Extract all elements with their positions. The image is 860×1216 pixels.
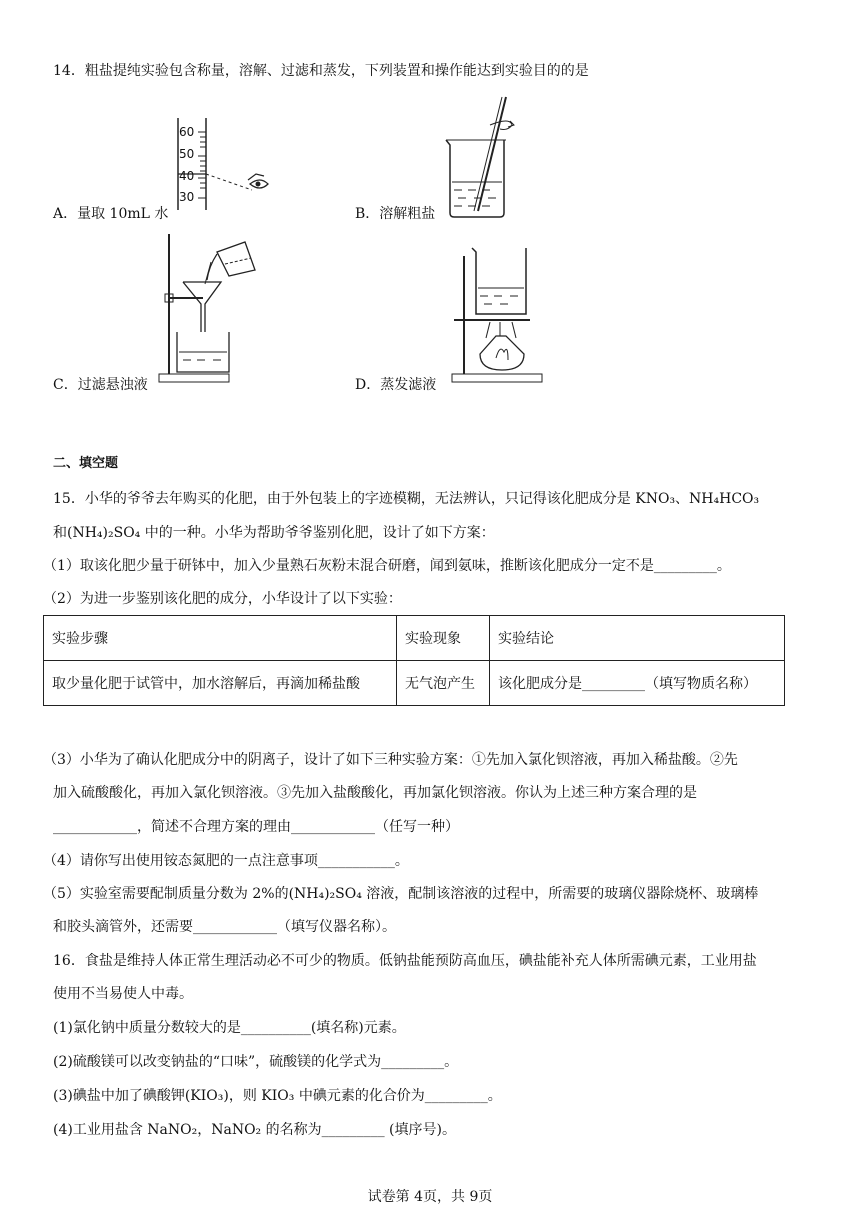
q15-part5-a: （5）实验室需要配制质量分数为 2%的(NH₄)₂SO₄ 溶液，配制该溶液的过程中，所需要的玻璃仪器除烧杯、玻璃棒 xyxy=(43,886,759,902)
q16-part3: (3)碘盐中加了碘酸钾(KIO₃)，则 KIO₃ 中碘元素的化合价为_________。 xyxy=(53,1088,502,1104)
option-c-label: C．过滤悬浊液 xyxy=(53,377,148,393)
evaporation-figure xyxy=(450,218,550,384)
q15-part2: （2）为进一步鉴别该化肥的成分，小华设计了以下实验： xyxy=(43,591,402,607)
table-cell: 取少量化肥于试管中，加水溶解后，再滴加稀盐酸 xyxy=(44,661,397,706)
q15-part1: （1）取该化肥少量于研钵中，加入少量熟石灰粉末混合研磨，闻到氨味，推断该化肥成分一定不是_________。 xyxy=(43,558,731,574)
table-cell: 无气泡产生 xyxy=(397,661,490,706)
tick-60: 60 xyxy=(179,125,195,139)
q15-part3-c: ____________，简述不合理方案的理由____________（任写一种） xyxy=(53,819,459,835)
q15-line1: 15．小华的爷爷去年购买的化肥，由于外包装上的字迹模糊，无法辨认，只记得该化肥成分是 KNO₃、NH₄HCO₃ xyxy=(53,491,760,507)
filtration-figure xyxy=(155,232,265,384)
dissolve-figure xyxy=(440,95,530,220)
tick-50: 50 xyxy=(179,147,195,161)
q16-part4: (4)工业用盐含 NaNO₂，NaNO₂ 的名称为_________ (填序号)。 xyxy=(53,1122,456,1138)
table-header: 实验步骤 xyxy=(44,616,397,661)
tick-40: 40 xyxy=(179,169,195,183)
page-footer: 试卷第 4页，共 9页 xyxy=(367,1189,493,1205)
q14-stem: 14．粗盐提纯实验包含称量，溶解、过滤和蒸发，下列装置和操作能达到实验目的的是 xyxy=(53,63,589,79)
q16-line1: 16．食盐是维持人体正常生理活动必不可少的物质。低钠盐能预防高血压，碘盐能补充人体所需碘元素，工业用盐 xyxy=(53,953,757,969)
option-d-label: D．蒸发滤液 xyxy=(355,377,437,393)
experiment-table xyxy=(43,615,785,706)
q16-part1: (1)氯化钠中质量分数较大的是__________(填名称)元素。 xyxy=(53,1020,406,1036)
option-b-label: B．溶解粗盐 xyxy=(355,206,436,222)
table-cell: 该化肥成分是_________（填写物质名称） xyxy=(490,661,785,706)
q16-part2: (2)硫酸镁可以改变钠盐的“口味”，硫酸镁的化学式为_________。 xyxy=(53,1054,459,1070)
table-header: 实验结论 xyxy=(490,616,785,661)
q15-part3-a: （3）小华为了确认化肥成分中的阴离子，设计了如下三种实验方案：①先加入氯化钡溶液，再加入稀盐酸。②先 xyxy=(43,752,738,768)
q16-line2: 使用不当易使人中毒。 xyxy=(53,986,193,1002)
q15-part4: （4）请你写出使用铵态氮肥的一点注意事项___________。 xyxy=(43,853,409,869)
tick-30: 30 xyxy=(179,190,195,204)
q15-line2: 和(NH₄)₂SO₄ 中的一种。小华为帮助爷爷鉴别化肥，设计了如下方案： xyxy=(53,525,495,541)
table-header-row xyxy=(44,616,785,661)
table-header: 实验现象 xyxy=(397,616,490,661)
section-title: 二、填空题 xyxy=(53,456,119,471)
q15-part3-b: 加入硫酸酸化，再加入氯化钡溶液。③先加入盐酸酸化，再加氯化钡溶液。你认为上述三种方案合理的是 xyxy=(53,785,697,801)
q15-part5-b: 和胶头滴管外，还需要____________（填写仪器名称）。 xyxy=(53,919,396,935)
table-row xyxy=(44,661,785,706)
option-a-label: A．量取 10mL 水 xyxy=(53,206,169,222)
